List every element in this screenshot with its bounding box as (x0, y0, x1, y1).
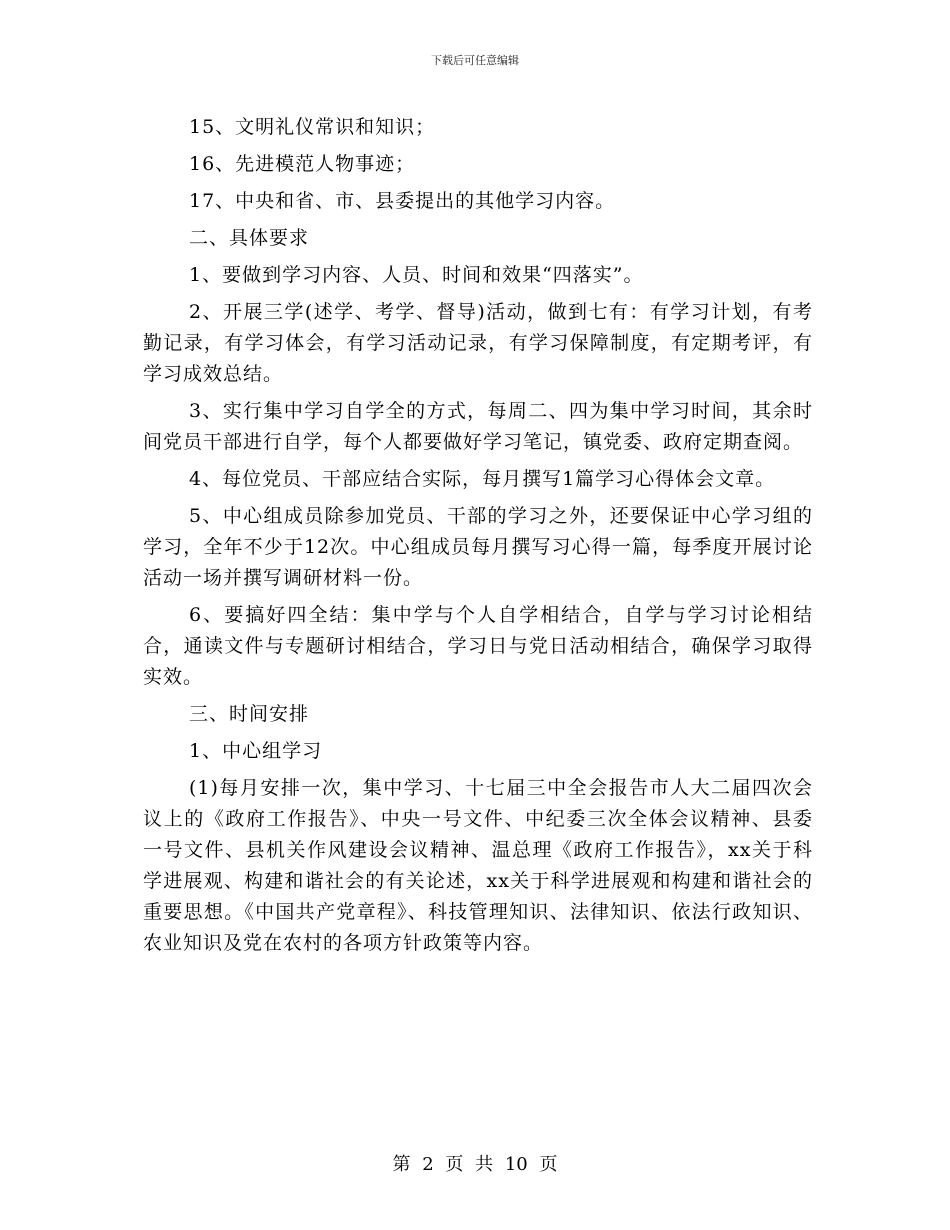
list-item-17: 17、中央和省、市、县委提出的其他学习内容。 (189, 190, 616, 212)
section-heading-requirements: 二、具体要求 (189, 227, 310, 249)
page-number-footer: 第 2 页 共 10 页 (392, 1154, 558, 1175)
requirement-item-1: 1、要做到学习内容、人员、时间和效果“四落实”。 (189, 264, 644, 286)
requirement-item-5: 5、中心组成员除参加党员、干部的学习之外，还要保证中心学习组的学习，全年不少于12次。中心组成员每月撰写习心得一篇，每季度开展讨论活动一场并撰写调研材料一份。 (143, 505, 813, 589)
requirement-item-6: 6、要搞好四全结：集中学与个人自学相结合，自学与学习讨论相结合，通读文件与专题研讨相结合，学习日与党日活动相结合，确保学习取得实效。 (143, 604, 813, 688)
requirement-item-4: 4、每位党员、干部应结合实际，每月撰写1篇学习心得体会文章。 (189, 468, 776, 490)
requirement-item-3: 3、实行集中学习自学全的方式，每周二、四为集中学习时间，其余时间党员干部进行自学，每个人都要做好学习笔记，镇党委、政府定期查阅。 (143, 400, 813, 453)
section-heading-schedule: 三、时间安排 (189, 703, 310, 725)
requirement-item-2: 2、开展三学(述学、考学、督导)活动，做到七有：有学习计划，有考勤记录，有学习体会，有学习活动记录，有学习保障制度，有定期考评，有学习成效总结。 (143, 301, 813, 385)
schedule-subheading-central-group: 1、中心组学习 (189, 740, 323, 762)
list-item-16: 16、先进模范人物事迹； (189, 153, 416, 175)
page-header-note: 下载后可任意编辑 (431, 54, 519, 67)
list-item-15: 15、文明礼仪常识和知识； (189, 116, 436, 138)
schedule-item-1: (1)每月安排一次，集中学习、十七届三中全会报告市人大二届四次会议上的《政府工作报告》、中央一号文件、中纪委三次全体会议精神、县委一号文件、县机关作风建设会议精神、温总理《政府工作报告》，xx关于科学进展观、构建和谐社会的有关论述，xx关于科学进展观和构建和谐社会的重要思想。《中国共产党章程》、科技管理知识、法律知识、依法行政知识、农业知识及党在农村的各项方针政策等内容。 (143, 777, 813, 954)
document-body (143, 112, 813, 965)
